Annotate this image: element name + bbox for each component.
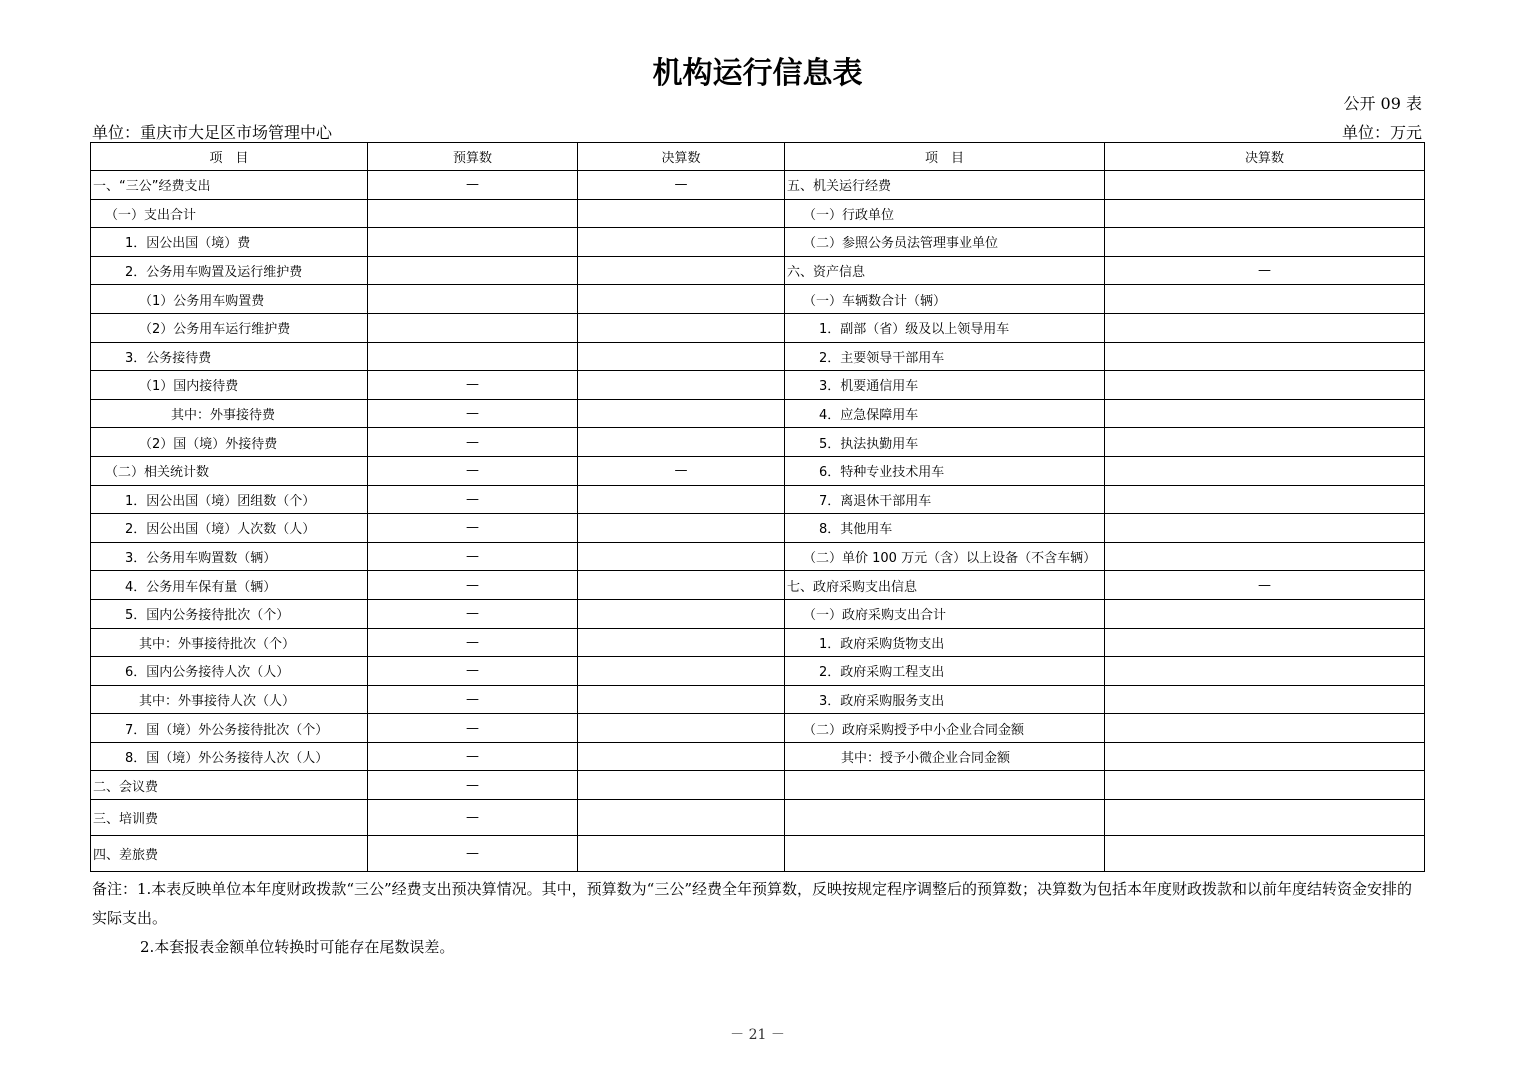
right-item [785,836,1105,872]
header-left-item: 项 目 [91,143,368,171]
budget-cell [368,285,578,314]
right-item: 3．政府采购服务支出 [785,685,1105,714]
final-cell: — [578,171,785,200]
right-item: 2．主要领导干部用车 [785,342,1105,371]
right-item: 3．机要通信用车 [785,371,1105,400]
right-item: 五、机关运行经费 [785,171,1105,200]
right-final-cell [1105,771,1425,800]
right-final-cell [1105,800,1425,836]
budget-cell [368,199,578,228]
right-final-cell [1105,313,1425,342]
right-final-cell [1105,599,1425,628]
left-item: 1．因公出国（境）团组数（个） [91,485,368,514]
right-item: 8．其他用车 [785,514,1105,543]
right-item: 2．政府采购工程支出 [785,657,1105,686]
final-cell [578,371,785,400]
final-cell [578,836,785,872]
budget-cell: — [368,657,578,686]
right-final-cell [1105,171,1425,200]
right-item: （二）单价 100 万元（含）以上设备（不含车辆） [785,542,1105,571]
left-item: 3．公务用车购置数（辆） [91,542,368,571]
budget-cell: — [368,428,578,457]
left-item: （2）国（境）外接待费 [91,428,368,457]
budget-cell: — [368,571,578,600]
right-final-cell [1105,542,1425,571]
right-item: 1．政府采购货物支出 [785,628,1105,657]
final-cell [578,714,785,743]
budget-cell [368,313,578,342]
right-final-cell [1105,714,1425,743]
right-final-cell [1105,657,1425,686]
right-final-cell [1105,485,1425,514]
left-item: 一、“三公”经费支出 [91,171,368,200]
final-cell: — [578,456,785,485]
left-item: （2）公务用车运行维护费 [91,313,368,342]
budget-cell: — [368,800,578,836]
budget-cell: — [368,599,578,628]
table-row [91,285,1425,314]
table-row [91,371,1425,400]
left-item: 2．因公出国（境）人次数（人） [91,514,368,543]
table-row [91,742,1425,771]
right-item: 4．应急保障用车 [785,399,1105,428]
left-item: 4．公务用车保有量（辆） [91,571,368,600]
header-right-item: 项 目 [785,143,1105,171]
final-cell [578,571,785,600]
right-final-cell [1105,371,1425,400]
budget-cell: — [368,771,578,800]
budget-cell: — [368,628,578,657]
table-header-row [91,143,1425,171]
budget-cell [368,256,578,285]
table-row [91,171,1425,200]
final-cell [578,285,785,314]
table-row [91,342,1425,371]
final-cell [578,199,785,228]
note-line-1: 备注：1.本表反映单位本年度财政拨款“三公”经费支出预决算情况。其中，预算数为“三公”经费全年预算数，反映按规定程序调整后的预算数；决算数为包括本年度财政拨款和以前年度结转资金安排的实际支出。 [92,880,1412,927]
table-row [91,657,1425,686]
right-final-cell [1105,285,1425,314]
left-item: 1．因公出国（境）费 [91,228,368,257]
right-final-cell [1105,228,1425,257]
right-item: 6．特种专业技术用车 [785,456,1105,485]
right-final-cell [1105,836,1425,872]
budget-cell: — [368,399,578,428]
final-cell [578,342,785,371]
final-cell [578,428,785,457]
left-item: 三、培训费 [91,800,368,836]
right-final-cell: — [1105,256,1425,285]
page-title: 机构运行信息表 [652,56,863,91]
table-row [91,256,1425,285]
final-cell [578,542,785,571]
final-cell [578,628,785,657]
final-cell [578,599,785,628]
header-final-left: 决算数 [578,143,785,171]
final-cell [578,771,785,800]
final-cell [578,399,785,428]
right-item: （二）参照公务员法管理事业单位 [785,228,1105,257]
left-item: 其中：外事接待批次（个） [91,628,368,657]
unit-currency: 单位：万元 [1341,123,1422,142]
table-row [91,228,1425,257]
right-final-cell [1105,456,1425,485]
budget-cell: — [368,836,578,872]
budget-cell [368,342,578,371]
table-row [91,628,1425,657]
right-item: （一）车辆数合计（辆） [785,285,1105,314]
left-item: 四、差旅费 [91,836,368,872]
table-row [91,456,1425,485]
right-item: 六、资产信息 [785,256,1105,285]
right-final-cell [1105,399,1425,428]
right-final-cell [1105,742,1425,771]
table-row [91,199,1425,228]
final-cell [578,313,785,342]
table-row [91,571,1425,600]
left-item: （1）国内接待费 [91,371,368,400]
left-item: 其中：外事接待费 [91,399,368,428]
table-row [91,514,1425,543]
budget-cell: — [368,485,578,514]
right-item: 其中：授予小微企业合同金额 [785,742,1105,771]
final-cell [578,685,785,714]
table-row [91,714,1425,743]
right-item [785,771,1105,800]
right-item: 7．离退休干部用车 [785,485,1105,514]
table-row [91,399,1425,428]
budget-cell: — [368,742,578,771]
left-item: 8．国（境）外公务接待人次（人） [91,742,368,771]
final-cell [578,485,785,514]
budget-cell: — [368,171,578,200]
budget-cell: — [368,514,578,543]
final-cell [578,228,785,257]
final-cell [578,514,785,543]
budget-cell: — [368,456,578,485]
table-row [91,599,1425,628]
table-row [91,542,1425,571]
right-final-cell [1105,514,1425,543]
table-row [91,800,1425,836]
budget-cell: — [368,714,578,743]
budget-cell [368,228,578,257]
left-item: （1）公务用车购置费 [91,285,368,314]
right-item: （一）政府采购支出合计 [785,599,1105,628]
right-final-cell [1105,628,1425,657]
left-item: 7．国（境）外公务接待批次（个） [91,714,368,743]
right-item: 5．执法执勤用车 [785,428,1105,457]
budget-cell: — [368,685,578,714]
unit-organization: 单位：重庆市大足区市场管理中心 [92,123,333,142]
left-item: 其中：外事接待人次（人） [91,685,368,714]
left-item: 5．国内公务接待批次（个） [91,599,368,628]
left-item: 6．国内公务接待人次（人） [91,657,368,686]
right-final-cell [1105,428,1425,457]
right-final-cell: — [1105,571,1425,600]
left-item: 二、会议费 [91,771,368,800]
left-item: 2．公务用车购置及运行维护费 [91,256,368,285]
header-final-right: 决算数 [1105,143,1425,171]
table-row [91,771,1425,800]
form-number: 公开 09 表 [1343,94,1422,113]
right-final-cell [1105,342,1425,371]
header-budget: 预算数 [368,143,578,171]
left-item: （一）支出合计 [91,199,368,228]
budget-cell: — [368,371,578,400]
right-final-cell [1105,199,1425,228]
table-row [91,485,1425,514]
info-table [90,142,1425,872]
right-item: （二）政府采购授予中小企业合同金额 [785,714,1105,743]
budget-cell: — [368,542,578,571]
final-cell [578,742,785,771]
right-final-cell [1105,685,1425,714]
right-item: 1．副部（省）级及以上领导用车 [785,313,1105,342]
right-item: 七、政府采购支出信息 [785,571,1105,600]
left-item: （二）相关统计数 [91,456,368,485]
left-item: 3．公务接待费 [91,342,368,371]
page-number: － 21 － [730,1027,785,1043]
final-cell [578,657,785,686]
table-row [91,313,1425,342]
table-row [91,685,1425,714]
final-cell [578,800,785,836]
table-row [91,428,1425,457]
table-row [91,836,1425,872]
note-line-2: 2.本套报表金额单位转换时可能存在尾数误差。 [140,938,455,956]
final-cell [578,256,785,285]
right-item [785,800,1105,836]
right-item: （一）行政单位 [785,199,1105,228]
